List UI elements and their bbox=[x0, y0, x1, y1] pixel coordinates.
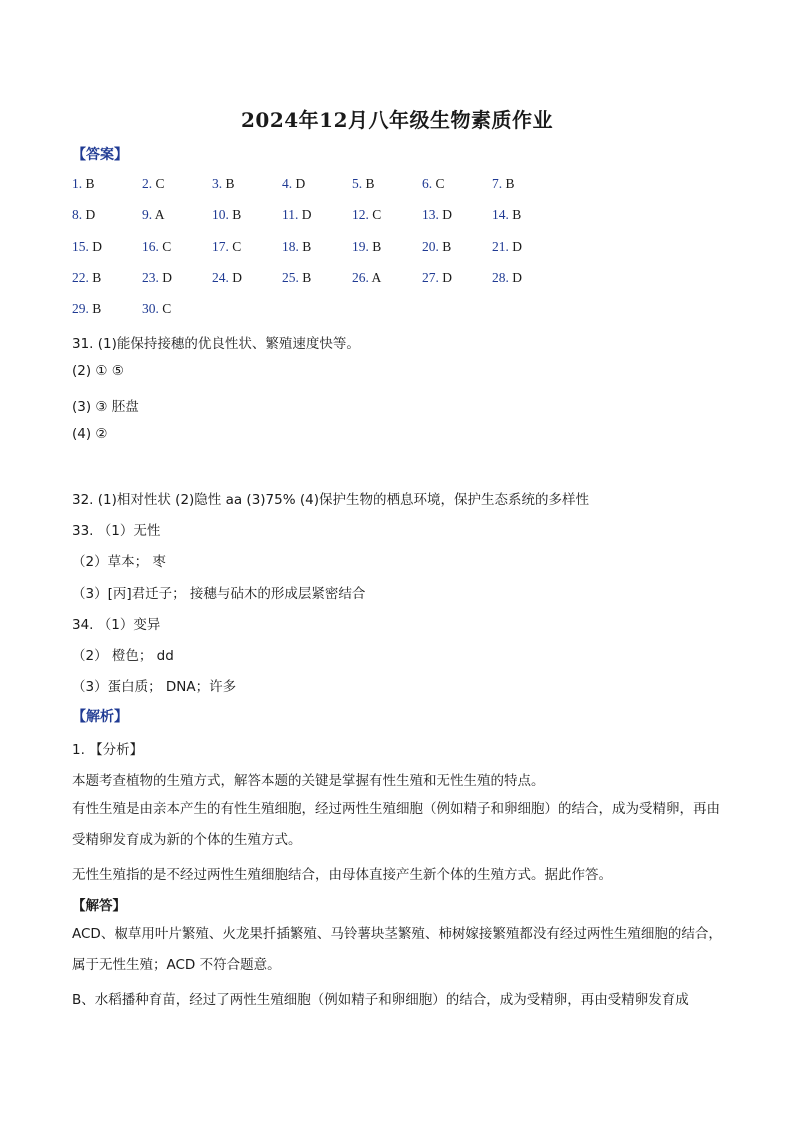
answer-item bbox=[212, 207, 282, 223]
answer-item bbox=[352, 239, 422, 255]
q31-line-4: (4) ② bbox=[72, 426, 108, 442]
answer-item bbox=[282, 239, 352, 255]
page-title: 2024年12月八年级生物素质作业 bbox=[241, 108, 553, 132]
answer-letter: A bbox=[152, 207, 165, 222]
question-number: 16. bbox=[142, 239, 159, 254]
answer-letter: D bbox=[438, 207, 452, 222]
answer-letter: B bbox=[508, 207, 522, 222]
answer-letter: D bbox=[508, 270, 522, 285]
answer-letter: B bbox=[82, 176, 95, 191]
solution-paragraph-2: B、水稻播种育苗，经过了两性生殖细胞（例如精子和卵细胞）的结合，成为受精卵，再由受精卵发育成 bbox=[72, 992, 689, 1008]
answer-item bbox=[492, 207, 562, 223]
answer-letter: B bbox=[88, 270, 102, 285]
question-number: 15. bbox=[72, 239, 89, 254]
answer-section-tag: 【答案】 bbox=[72, 147, 128, 163]
answer-item bbox=[72, 301, 142, 317]
question-number: 21. bbox=[492, 239, 509, 254]
answer-letter: C bbox=[432, 176, 445, 191]
answer-letter: D bbox=[508, 239, 522, 254]
question-number: 24. bbox=[212, 270, 229, 285]
answer-letter: C bbox=[158, 239, 172, 254]
answer-item bbox=[212, 176, 282, 192]
q34-line-3: （3）蛋白质； DNA；许多 bbox=[72, 679, 237, 695]
answer-letter: D bbox=[228, 270, 242, 285]
answer-letter: C bbox=[368, 207, 382, 222]
answer-letter: B bbox=[438, 239, 452, 254]
answer-letter: D bbox=[292, 176, 306, 191]
answer-item bbox=[142, 239, 212, 255]
question-number: 7. bbox=[492, 176, 503, 191]
answer-item bbox=[492, 239, 562, 255]
question-number: 1. bbox=[72, 176, 83, 191]
question-number: 4. bbox=[282, 176, 293, 191]
question-number: 11. bbox=[282, 207, 299, 222]
answer-row bbox=[72, 207, 732, 231]
question-number: 27. bbox=[422, 270, 439, 285]
q34-line-1: 34. （1）变异 bbox=[72, 617, 161, 633]
answer-row bbox=[72, 270, 732, 294]
answer-letter: B bbox=[368, 239, 382, 254]
answer-item bbox=[422, 176, 492, 192]
answer-item bbox=[142, 270, 212, 286]
question-number: 12. bbox=[352, 207, 369, 222]
answer-letter: B bbox=[222, 176, 235, 191]
question-number: 25. bbox=[282, 270, 299, 285]
q32-line: 32. (1)相对性状 (2)隐性 aa (3)75% (4)保护生物的栖息环境，保护生态系统的多样性 bbox=[72, 492, 589, 508]
question-number: 14. bbox=[492, 207, 509, 222]
answer-item bbox=[282, 176, 352, 192]
question-number: 13. bbox=[422, 207, 439, 222]
question-number: 9. bbox=[142, 207, 153, 222]
answer-letter: D bbox=[158, 270, 172, 285]
answer-letter: B bbox=[298, 239, 312, 254]
answer-item bbox=[492, 270, 562, 286]
answer-item bbox=[282, 207, 352, 223]
answer-item bbox=[142, 207, 212, 223]
answer-item bbox=[422, 207, 492, 223]
answer-letter: C bbox=[228, 239, 242, 254]
answer-letter: C bbox=[152, 176, 165, 191]
question-number: 28. bbox=[492, 270, 509, 285]
question-number: 3. bbox=[212, 176, 223, 191]
q33-line-1: 33. （1）无性 bbox=[72, 523, 161, 539]
answer-item bbox=[352, 270, 422, 286]
answer-item bbox=[352, 207, 422, 223]
answer-item bbox=[72, 239, 142, 255]
answer-letter: D bbox=[438, 270, 452, 285]
question-number: 20. bbox=[422, 239, 439, 254]
answer-row bbox=[72, 176, 732, 200]
answer-row bbox=[72, 301, 732, 325]
question-number: 26. bbox=[352, 270, 369, 285]
q33-line-2: （2）草本； 枣 bbox=[72, 554, 166, 570]
answer-letter: B bbox=[298, 270, 312, 285]
answer-item bbox=[212, 239, 282, 255]
question-number: 29. bbox=[72, 301, 89, 316]
answer-letter: D bbox=[82, 207, 96, 222]
solution-paragraph-1: ACD、椒草用叶片繁殖、火龙果扦插繁殖、马铃薯块茎繁殖、柿树嫁接繁殖都没有经过两性生殖细胞的结合，属于无性生殖；ACD 不符合题意。 bbox=[72, 926, 722, 973]
answer-letter: C bbox=[158, 301, 172, 316]
solution-tag: 【解答】 bbox=[72, 898, 126, 914]
question-number: 30. bbox=[142, 301, 159, 316]
question-number: 19. bbox=[352, 239, 369, 254]
answer-letter: B bbox=[228, 207, 242, 222]
question-number: 17. bbox=[212, 239, 229, 254]
question-number: 5. bbox=[352, 176, 363, 191]
answer-item bbox=[422, 270, 492, 286]
question-number: 2. bbox=[142, 176, 153, 191]
answer-row bbox=[72, 239, 732, 263]
question-number: 10. bbox=[212, 207, 229, 222]
q31-line-1: 31. (1)能保持接穗的优良性状、繁殖速度快等。 bbox=[72, 336, 360, 352]
answer-item bbox=[282, 270, 352, 286]
q31-line-3: (3) ③ 胚盘 bbox=[72, 399, 139, 415]
question-number: 8. bbox=[72, 207, 83, 222]
answer-item bbox=[72, 270, 142, 286]
question-number: 22. bbox=[72, 270, 89, 285]
question-number: 23. bbox=[142, 270, 159, 285]
answer-item bbox=[72, 176, 142, 192]
answer-item bbox=[422, 239, 492, 255]
answer-letter: A bbox=[368, 270, 382, 285]
answer-item bbox=[212, 270, 282, 286]
answer-letter: B bbox=[88, 301, 102, 316]
answer-item bbox=[352, 176, 422, 192]
analysis-section-tag: 【解析】 bbox=[72, 709, 128, 725]
q31-line-2: (2) ① ⑤ bbox=[72, 363, 124, 379]
q33-line-3: （3）[丙]君迁子； 接穗与砧木的形成层紧密结合 bbox=[72, 586, 366, 602]
q34-line-2: （2） 橙色； dd bbox=[72, 648, 174, 664]
answer-letter: B bbox=[362, 176, 375, 191]
analysis-heading: 1. 【分析】 bbox=[72, 742, 144, 758]
answer-letter: D bbox=[298, 207, 312, 222]
question-number: 18. bbox=[282, 239, 299, 254]
question-number: 6. bbox=[422, 176, 433, 191]
analysis-paragraph-2: 有性生殖是由亲本产生的有性生殖细胞，经过两性生殖细胞（例如精子和卵细胞）的结合，成为受精卵，再由受精卵发育成为新的个体的生殖方式。 bbox=[72, 801, 720, 848]
answer-item bbox=[492, 176, 562, 192]
answer-item bbox=[142, 176, 212, 192]
analysis-paragraph-1: 本题考查植物的生殖方式，解答本题的关键是掌握有性生殖和无性生殖的特点。 bbox=[72, 773, 545, 789]
answer-letter: B bbox=[502, 176, 515, 191]
answer-item bbox=[72, 207, 142, 223]
answer-item bbox=[142, 301, 212, 317]
analysis-paragraph-3: 无性生殖指的是不经过两性生殖细胞结合，由母体直接产生新个体的生殖方式。据此作答。 bbox=[72, 867, 612, 883]
answer-letter: D bbox=[88, 239, 102, 254]
